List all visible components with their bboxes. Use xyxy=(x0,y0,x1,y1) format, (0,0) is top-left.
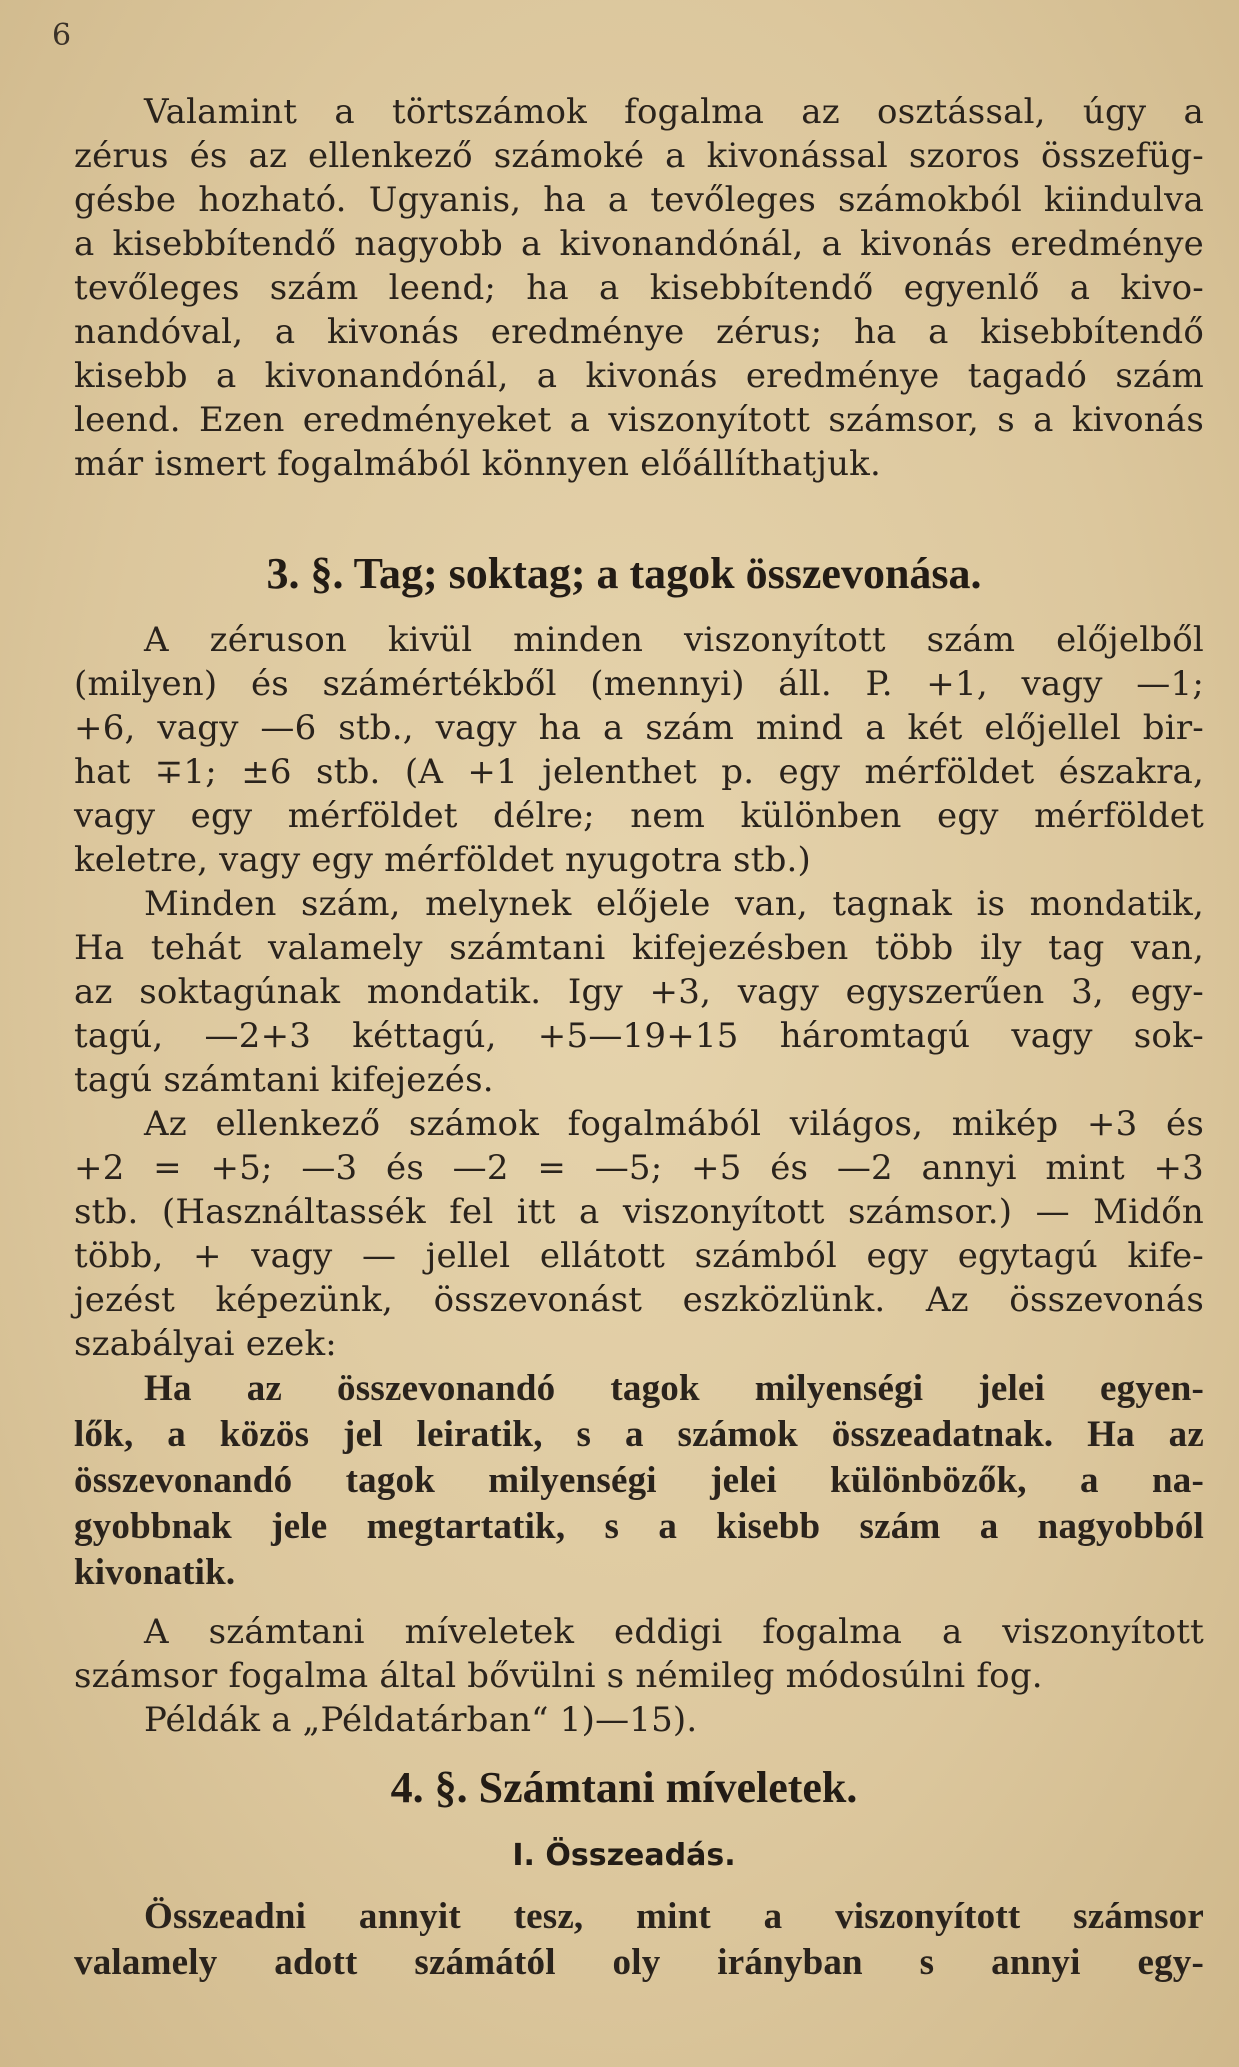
text-line: +6, vagy —6 stb., vagy ha a szám mind a két előjellel bir- xyxy=(74,708,1204,748)
text-line: A zéruson kivül minden viszonyított szám előjelből xyxy=(144,620,1204,660)
paragraph-2 xyxy=(74,618,1204,882)
paragraph-5 xyxy=(74,1610,1204,1742)
paragraph-3 xyxy=(74,882,1204,1102)
text-line: tagú, —2+3 kéttagú, +5—19+15 háromtagú vagy sok- xyxy=(74,1016,1204,1056)
text-line: a kisebbítendő nagyobb a kivonandónál, a kivonás eredménye xyxy=(74,224,1204,264)
text-line: Valamint a törtszámok fogalma az osztással, úgy a xyxy=(144,92,1204,132)
text-line: az soktagúnak mondatik. Igy +3, vagy egyszerűen 3, egy- xyxy=(74,972,1204,1012)
text-line: kivonatik. xyxy=(74,1552,236,1593)
text-line: hat ∓1; ±6 stb. (A +1 jelenthet p. egy mérföldet északra, xyxy=(74,752,1204,792)
text-line: vagy egy mérföldet délre; nem különben egy mérföldet xyxy=(74,796,1204,836)
text-line: Ha az összevonandó tagok milyenségi jelei egyen- xyxy=(144,1368,1204,1409)
subsection-heading: I. Összeadás. xyxy=(512,1838,736,1873)
page-number: 6 xyxy=(52,18,72,53)
text-line: tagú számtani kifejezés. xyxy=(74,1060,494,1100)
text-line: leend. Ezen eredményeket a viszonyított számsor, s a kivonás xyxy=(74,400,1204,440)
section-heading-3: 3. §. Tag; soktag; a tagok összevonása. xyxy=(266,549,982,598)
paragraph-1 xyxy=(74,90,1204,486)
text-line: Az ellenkező számok fogalmából világos, mikép +3 és xyxy=(144,1104,1204,1144)
paragraph-6 xyxy=(74,1894,1204,1986)
text-line: több, + vagy — jellel ellátott számból egy egytagú kife- xyxy=(74,1236,1204,1276)
examples-line: Példák a „Példatárban“ 1)—15). xyxy=(144,1700,698,1740)
text-line: +2 = +5; —3 és —2 = —5; +5 és —2 annyi mint +3 xyxy=(74,1148,1204,1188)
paragraph-4 xyxy=(74,1102,1204,1366)
text-line: már ismert fogalmából könnyen előállíthatjuk. xyxy=(74,444,881,484)
text-line: nandóval, a kivonás eredménye zérus; ha a kisebbítendő xyxy=(74,312,1204,352)
text-line: jezést képezünk, összevonást eszközlünk. Az összevonás xyxy=(74,1280,1204,1320)
rule-statement xyxy=(74,1366,1204,1596)
text-line: zérus és az ellenkező számoké a kivonással szoros összefüg- xyxy=(74,136,1204,176)
text-line: kisebb a kivonandónál, a kivonás eredménye tagadó szám xyxy=(74,356,1204,396)
text-line: szabályai ezek: xyxy=(74,1324,337,1364)
text-line: összevonandó tagok milyenségi jelei különbözők, a na- xyxy=(74,1460,1204,1501)
text-line: Minden szám, melynek előjele van, tagnak is mondatik, xyxy=(144,884,1204,924)
text-line: gésbe hozható. Ugyanis, ha a tevőleges számokból kiindulva xyxy=(74,180,1204,220)
text-line: A számtani míveletek eddigi fogalma a viszonyított xyxy=(144,1612,1204,1652)
text-line: Összeadni annyit tesz, mint a viszonyított számsor xyxy=(144,1896,1204,1937)
text-line: keletre, vagy egy mérföldet nyugotra stb.) xyxy=(74,840,812,880)
section-heading-4: 4. §. Számtani míveletek. xyxy=(390,1763,858,1812)
text-line: (milyen) és számértékből (mennyi) áll. P. +1, vagy —1; xyxy=(74,664,1204,704)
text-line: stb. (Használtassék fel itt a viszonyított számsor.) — Midőn xyxy=(74,1192,1204,1232)
text-line: gyobbnak jele megtartatik, s a kisebb szám a nagyobból xyxy=(74,1506,1204,1547)
text-line: lők, a közös jel leiratik, s a számok összeadatnak. Ha az xyxy=(74,1414,1204,1455)
text-line: tevőleges szám leend; ha a kisebbítendő egyenlő a kivo- xyxy=(74,268,1204,308)
text-line: számsor fogalma által bővülni s némileg módosúlni fog. xyxy=(74,1656,1043,1696)
text-line: valamely adott számától oly irányban s annyi egy- xyxy=(74,1942,1204,1983)
text-line: Ha tehát valamely számtani kifejezésben több ily tag van, xyxy=(74,928,1204,968)
